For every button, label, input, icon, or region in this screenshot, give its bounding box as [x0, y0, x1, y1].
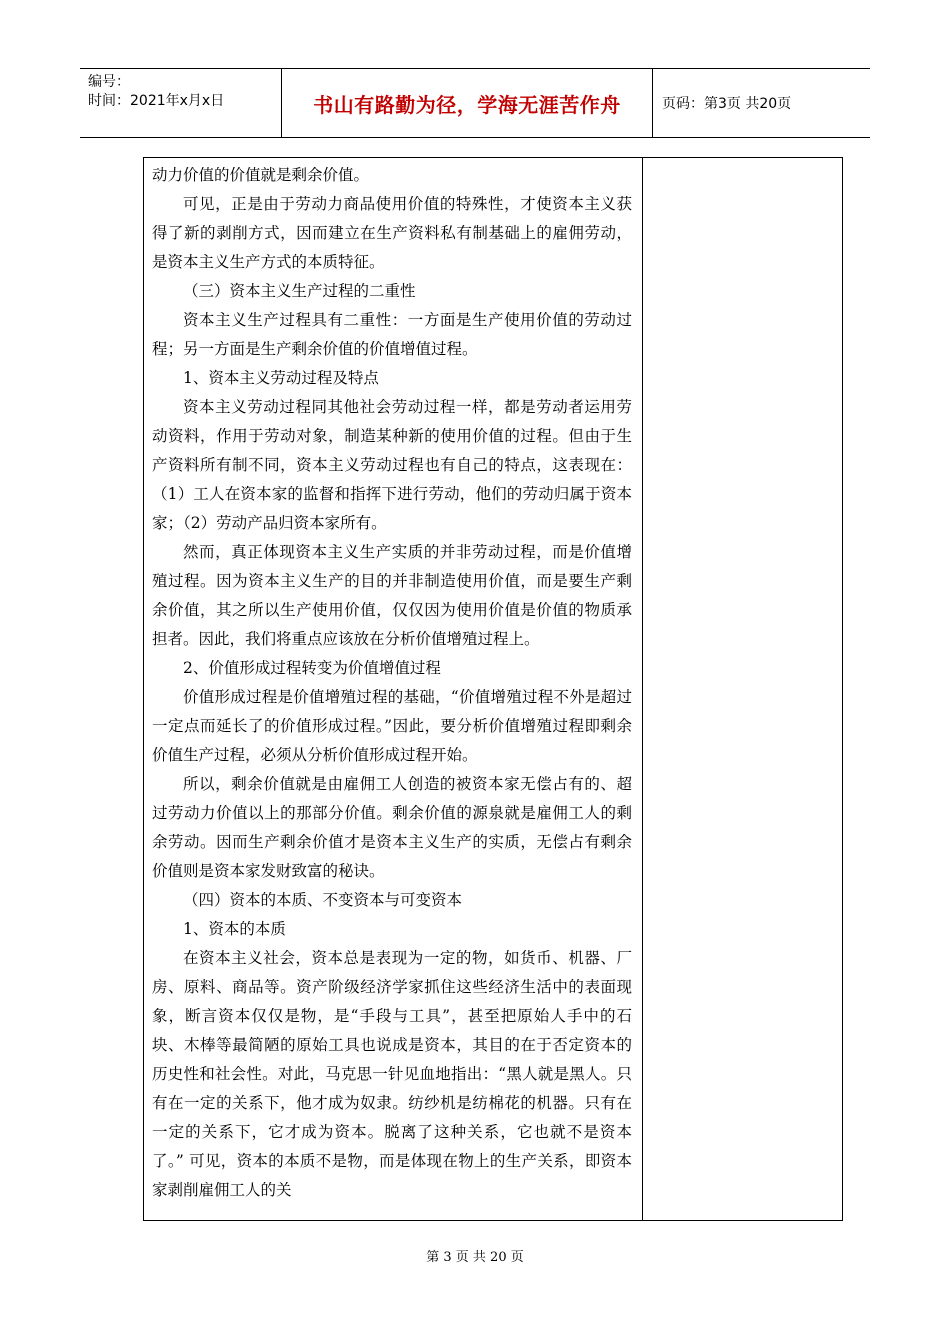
page-footer: 第 3 页 共 20 页 — [426, 1250, 524, 1265]
body-paragraph: 在资本主义社会，资本总是表现为一定的物，如货币、机器、厂房、原料、商品等。资产阶级经济学家抓住这些经济生活中的表面现象，断言资本仅仅是物，是“手段与工具”，甚至把原始人手中的石块、木棒等最简陋的原始工具也说成是资本，其目的在于否定资本的历史性和社会性。对此，马克思一针见血地指出：“黑人就是黑人。只有在一定的关系下，他才成为奴隶。纺纱机是纺棉花的机器。只有在一定的关系下，它才成为资本。脱离了这种关系，它也就不是资本了。” 可见，资本的本质不是物，而是体现在物上的生产关系，即资本家剥削雇佣工人的关 — [152, 949, 632, 1199]
body-paragraph: 2、价值形成过程转变为价值增值过程 — [183, 659, 441, 677]
date-line: 时间：2021年x月x日 — [88, 93, 225, 109]
header-motto: 书山有路勤为径，学海无涯苦作舟 — [282, 69, 653, 137]
content-cell — [152, 161, 632, 1205]
serial-number-label: 编号： — [88, 74, 130, 90]
body-paragraph: 所以，剩余价值就是由雇佣工人创造的被资本家无偿占有的、超过劳动力价值以上的那部分价值。剩余价值的源泉就是雇佣工人的剩余劳动。因而生产剩余价值才是资本主义生产的实质，无偿占有剩余价值则是资本家发财致富的秘诀。 — [152, 775, 632, 880]
body-paragraph: 1、资本主义劳动过程及特点 — [183, 369, 379, 387]
body-paragraph: 然而，真正体现资本主义生产实质的并非劳动过程，而是价值增殖过程。因为资本主义生产的目的并非制造使用价值，而是要生产剩余价值，其之所以生产使用价值，仅仅因为使用价值是价值的物质承担者。因此，我们将重点应该放在分析价值增殖过程上。 — [152, 543, 632, 648]
table-column-divider — [642, 158, 643, 1220]
body-paragraph: 价值形成过程是价值增殖过程的基础，“价值增殖过程不外是超过一定点而延长了的价值形成过程。”因此，要分析价值增殖过程即剩余价值生产过程，必须从分析价值形成过程开始。 — [152, 688, 632, 764]
page-header — [80, 68, 870, 138]
header-meta-cell — [80, 69, 282, 137]
body-paragraph: 1、资本的本质 — [183, 920, 286, 938]
body-paragraph: （四）资本的本质、不变资本与可变资本 — [183, 891, 463, 909]
body-paragraph: 可见，正是由于劳动力商品使用价值的特殊性，才使资本主义获得了新的剥削方式，因而建立在生产资料私有制基础上的雇佣劳动，是资本主义生产方式的本质特征。 — [152, 195, 632, 271]
body-paragraph: 资本主义劳动过程同其他社会劳动过程一样，都是劳动者运用劳动资料，作用于劳动对象，制造某种新的使用价值的过程。但由于生产资料所有制不同，资本主义劳动过程也有自己的特点，这表现在：（1）工人在资本家的监督和指挥下进行劳动，他们的劳动归属于资本家；（2）劳动产品归资本家所有。 — [152, 398, 632, 532]
header-page-info: 页码：第3页 共20页 — [662, 96, 792, 112]
body-paragraph: （三）资本主义生产过程的二重性 — [183, 282, 416, 300]
body-paragraph: 动力价值的价值就是剩余价值。 — [152, 166, 370, 184]
content-table — [143, 157, 843, 1221]
body-paragraph: 资本主义生产过程具有二重性：一方面是生产使用价值的劳动过程；另一方面是生产剩余价值的价值增值过程。 — [152, 311, 632, 358]
